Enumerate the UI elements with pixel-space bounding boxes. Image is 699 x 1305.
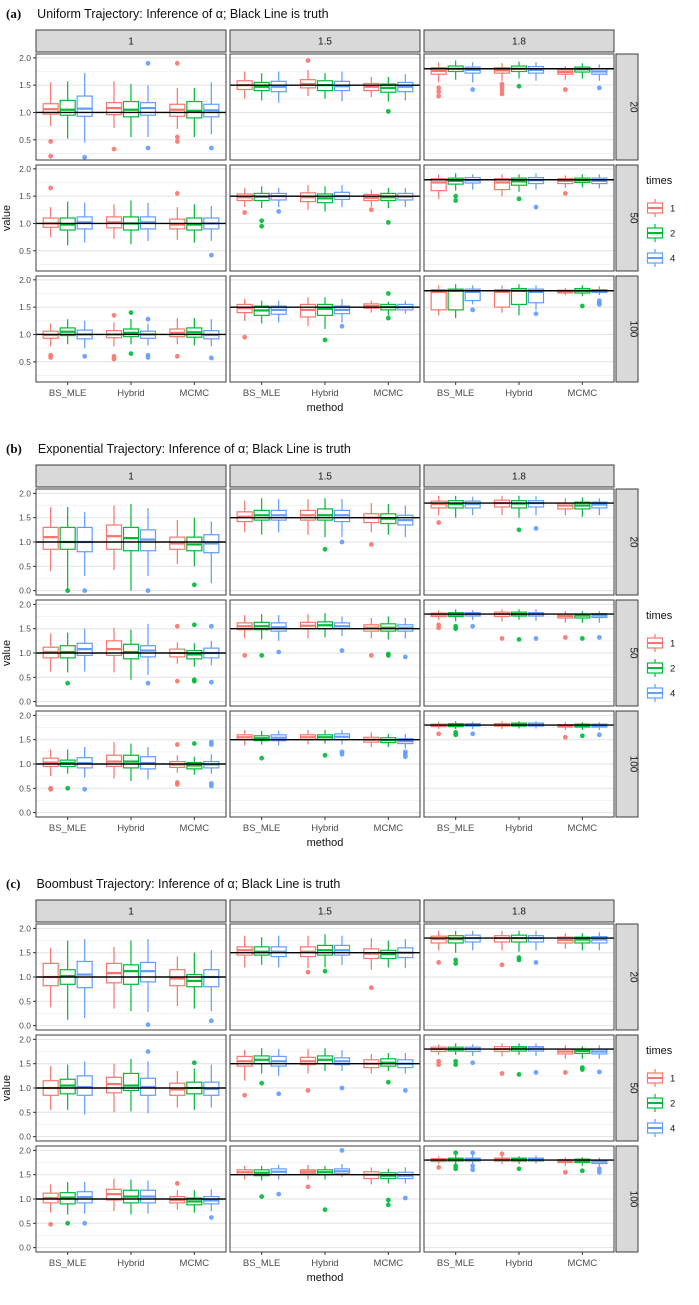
svg-text:MCMC: MCMC: [179, 388, 210, 399]
svg-text:method: method: [306, 1272, 344, 1284]
svg-text:20: 20: [627, 971, 639, 983]
panel-a-title: [0, 0, 699, 28]
svg-text:Hybrid: Hybrid: [117, 388, 145, 399]
facet-row50-col1.5: [230, 165, 420, 271]
svg-text:2.0: 2.0: [19, 274, 31, 285]
svg-text:value: value: [1, 204, 13, 232]
svg-text:MCMC: MCMC: [179, 823, 210, 834]
svg-text:1: 1: [128, 36, 134, 48]
facet-row20-col1.8: [424, 489, 614, 595]
svg-text:1.8: 1.8: [512, 471, 526, 483]
svg-text:2.0: 2.0: [19, 710, 31, 721]
svg-text:method: method: [306, 402, 344, 414]
legend-key-4: [648, 1119, 676, 1137]
row-strip-20: [616, 54, 639, 160]
svg-text:BS_MLE: BS_MLE: [242, 388, 281, 399]
svg-text:0.5: 0.5: [19, 672, 31, 683]
col-strip-1: [36, 900, 226, 922]
svg-text:BS_MLE: BS_MLE: [436, 1258, 475, 1269]
svg-text:0.5: 0.5: [19, 996, 31, 1007]
svg-text:2.0: 2.0: [19, 1034, 31, 1045]
svg-text:2: 2: [670, 228, 676, 240]
panel-c: [0, 870, 699, 1305]
facet-row20-col1.8: [424, 924, 614, 1030]
facet-row100-col1: [19, 1145, 226, 1269]
legend-key-4: [648, 249, 676, 267]
svg-text:2: 2: [670, 1098, 676, 1110]
svg-text:1: 1: [670, 203, 676, 215]
svg-text:value: value: [1, 639, 13, 667]
col-strip-1.5: [230, 465, 420, 487]
svg-text:100: 100: [627, 320, 639, 338]
svg-text:4: 4: [670, 253, 676, 265]
svg-text:BS_MLE: BS_MLE: [48, 388, 87, 399]
svg-text:BS_MLE: BS_MLE: [436, 823, 475, 834]
svg-text:2: 2: [670, 663, 676, 675]
svg-text:0.5: 0.5: [19, 245, 31, 256]
col-strip-1.5: [230, 30, 420, 52]
row-strip-100: [616, 276, 639, 382]
svg-text:2.0: 2.0: [19, 52, 31, 63]
svg-text:0.0: 0.0: [19, 1242, 31, 1253]
facet-row100-col1: [19, 710, 226, 834]
svg-text:MCMC: MCMC: [567, 1258, 598, 1269]
svg-text:MCMC: MCMC: [567, 388, 598, 399]
svg-text:Hybrid: Hybrid: [311, 388, 339, 399]
svg-text:times: times: [646, 175, 673, 187]
svg-text:Hybrid: Hybrid: [311, 823, 339, 834]
svg-text:1.5: 1.5: [318, 471, 332, 483]
panel-b-title: [0, 435, 699, 463]
svg-text:100: 100: [627, 755, 639, 773]
svg-text:0.0: 0.0: [19, 807, 31, 818]
svg-text:2.0: 2.0: [19, 163, 31, 174]
svg-text:Hybrid: Hybrid: [117, 823, 145, 834]
svg-text:BS_MLE: BS_MLE: [48, 1258, 87, 1269]
svg-text:times: times: [646, 1045, 673, 1057]
svg-text:0.0: 0.0: [19, 1020, 31, 1031]
panel-b-tag: (b): [6, 441, 22, 456]
facet-row100-col1.8: [424, 1146, 614, 1269]
facet-row20-col1: [19, 53, 226, 160]
svg-text:MCMC: MCMC: [567, 823, 598, 834]
row-strip-50: [616, 165, 639, 271]
svg-text:0.5: 0.5: [19, 1107, 31, 1118]
legend-key-2: [648, 224, 676, 242]
col-strip-1.5: [230, 900, 420, 922]
svg-text:Hybrid: Hybrid: [311, 1258, 339, 1269]
facet-row50-col1.5: [230, 1035, 420, 1141]
legend-key-1: [648, 1069, 676, 1087]
svg-text:4: 4: [670, 688, 676, 700]
svg-text:BS_MLE: BS_MLE: [48, 823, 87, 834]
row-strip-20: [616, 924, 639, 1030]
svg-text:1.0: 1.0: [19, 218, 31, 229]
svg-text:method: method: [306, 837, 344, 849]
panel-a: [0, 0, 699, 435]
panel-c-tag: (c): [6, 876, 21, 891]
facet-row20-col1.5: [230, 924, 420, 1030]
svg-text:1.0: 1.0: [19, 107, 31, 118]
row-strip-20: [616, 489, 639, 595]
svg-text:1.5: 1.5: [19, 734, 31, 745]
svg-text:1: 1: [670, 638, 676, 650]
svg-text:Hybrid: Hybrid: [505, 1258, 533, 1269]
svg-text:1.0: 1.0: [19, 1083, 31, 1093]
col-strip-1.8: [424, 465, 614, 487]
facet-row100-col1.5: [230, 711, 420, 834]
facet-row50-col1.8: [424, 600, 614, 706]
panel-a-plot: [0, 28, 699, 428]
facet-row50-col1: [19, 164, 226, 271]
facet-row50-col1: [19, 1034, 226, 1141]
svg-text:1.0: 1.0: [19, 329, 31, 340]
row-strip-100: [616, 711, 639, 817]
facet-row20-col1.5: [230, 489, 420, 595]
svg-text:50: 50: [627, 1082, 639, 1094]
svg-text:MCMC: MCMC: [373, 823, 404, 834]
facet-row100-col1: [19, 275, 226, 399]
svg-text:Hybrid: Hybrid: [505, 388, 533, 399]
facet-row50-col1.8: [424, 165, 614, 271]
svg-text:1.0: 1.0: [19, 1194, 31, 1204]
legend-times: [646, 610, 675, 702]
facet-row20-col1.8: [424, 54, 614, 160]
facet-row100-col1.5: [230, 276, 420, 399]
svg-text:1.0: 1.0: [19, 972, 31, 982]
legend-key-2: [648, 1094, 676, 1112]
svg-text:BS_MLE: BS_MLE: [242, 1258, 281, 1269]
row-strip-50: [616, 1035, 639, 1141]
svg-text:1.5: 1.5: [318, 36, 332, 48]
facet-row100-col1.8: [424, 711, 614, 834]
svg-text:Hybrid: Hybrid: [505, 823, 533, 834]
svg-text:2.0: 2.0: [19, 1145, 31, 1156]
facet-row50-col1: [19, 599, 226, 706]
svg-text:MCMC: MCMC: [373, 388, 404, 399]
svg-text:1.5: 1.5: [19, 512, 31, 523]
legend-key-1: [648, 199, 676, 217]
svg-text:value: value: [1, 1074, 13, 1102]
svg-text:1.5: 1.5: [19, 302, 31, 313]
svg-text:20: 20: [627, 101, 639, 113]
legend-key-4: [648, 684, 676, 702]
svg-text:0.5: 0.5: [19, 561, 31, 572]
svg-text:1.0: 1.0: [19, 537, 31, 547]
facet-row50-col1.8: [424, 1035, 614, 1141]
panel-a-tag: (a): [6, 6, 22, 21]
svg-text:1.5: 1.5: [19, 947, 31, 958]
svg-text:times: times: [646, 610, 673, 622]
svg-text:1.5: 1.5: [19, 1169, 31, 1180]
svg-text:1: 1: [670, 1073, 676, 1085]
row-strip-100: [616, 1146, 639, 1252]
svg-text:0.5: 0.5: [19, 783, 31, 794]
svg-text:0.0: 0.0: [19, 1131, 31, 1142]
legend-times: [646, 175, 675, 267]
svg-text:4: 4: [670, 1123, 676, 1135]
svg-text:0.0: 0.0: [19, 696, 31, 707]
panel-a-title-text: Uniform Trajectory: Inference of α; Black Line is truth: [37, 7, 329, 21]
svg-text:1.5: 1.5: [19, 623, 31, 634]
legend-key-2: [648, 659, 676, 677]
svg-text:2.0: 2.0: [19, 599, 31, 610]
facet-row100-col1.5: [230, 1146, 420, 1269]
panel-c-title: [0, 870, 699, 898]
svg-text:BS_MLE: BS_MLE: [242, 823, 281, 834]
col-strip-1.8: [424, 30, 614, 52]
svg-text:100: 100: [627, 1190, 639, 1208]
panel-b-title-text: Exponential Trajectory: Inference of α; Black Line is truth: [37, 442, 351, 456]
svg-text:1.5: 1.5: [19, 191, 31, 202]
svg-text:1.5: 1.5: [19, 1058, 31, 1069]
svg-text:MCMC: MCMC: [179, 1258, 210, 1269]
col-strip-1: [36, 465, 226, 487]
svg-text:1.8: 1.8: [512, 906, 526, 918]
col-strip-1: [36, 30, 226, 52]
svg-text:0.5: 0.5: [19, 1218, 31, 1229]
facet-row20-col1: [19, 488, 226, 595]
svg-text:0.5: 0.5: [19, 356, 31, 367]
svg-text:2.0: 2.0: [19, 923, 31, 934]
svg-text:50: 50: [627, 212, 639, 224]
svg-text:0.0: 0.0: [19, 585, 31, 596]
facet-row100-col1.8: [424, 276, 614, 399]
svg-text:2.0: 2.0: [19, 488, 31, 499]
svg-text:Hybrid: Hybrid: [117, 1258, 145, 1269]
panel-c-title-text: Boombust Trajectory: Inference of α; Black Line is truth: [36, 877, 341, 891]
svg-text:1: 1: [128, 471, 134, 483]
svg-text:MCMC: MCMC: [373, 1258, 404, 1269]
svg-text:BS_MLE: BS_MLE: [436, 388, 475, 399]
svg-text:1.5: 1.5: [19, 80, 31, 91]
svg-text:0.5: 0.5: [19, 134, 31, 145]
col-strip-1.8: [424, 900, 614, 922]
svg-text:1: 1: [128, 906, 134, 918]
svg-text:1.8: 1.8: [512, 36, 526, 48]
row-strip-50: [616, 600, 639, 706]
svg-text:50: 50: [627, 647, 639, 659]
facet-row20-col1.5: [230, 54, 420, 160]
svg-text:1.5: 1.5: [318, 906, 332, 918]
svg-text:1.0: 1.0: [19, 648, 31, 658]
facet-row50-col1.5: [230, 600, 420, 706]
panel-b-plot: [0, 463, 699, 863]
svg-text:1.0: 1.0: [19, 759, 31, 769]
facet-row20-col1: [19, 923, 226, 1030]
panel-b: [0, 435, 699, 870]
legend-times: [646, 1045, 675, 1137]
svg-text:20: 20: [627, 536, 639, 548]
panel-c-plot: [0, 898, 699, 1298]
legend-key-1: [648, 634, 676, 652]
